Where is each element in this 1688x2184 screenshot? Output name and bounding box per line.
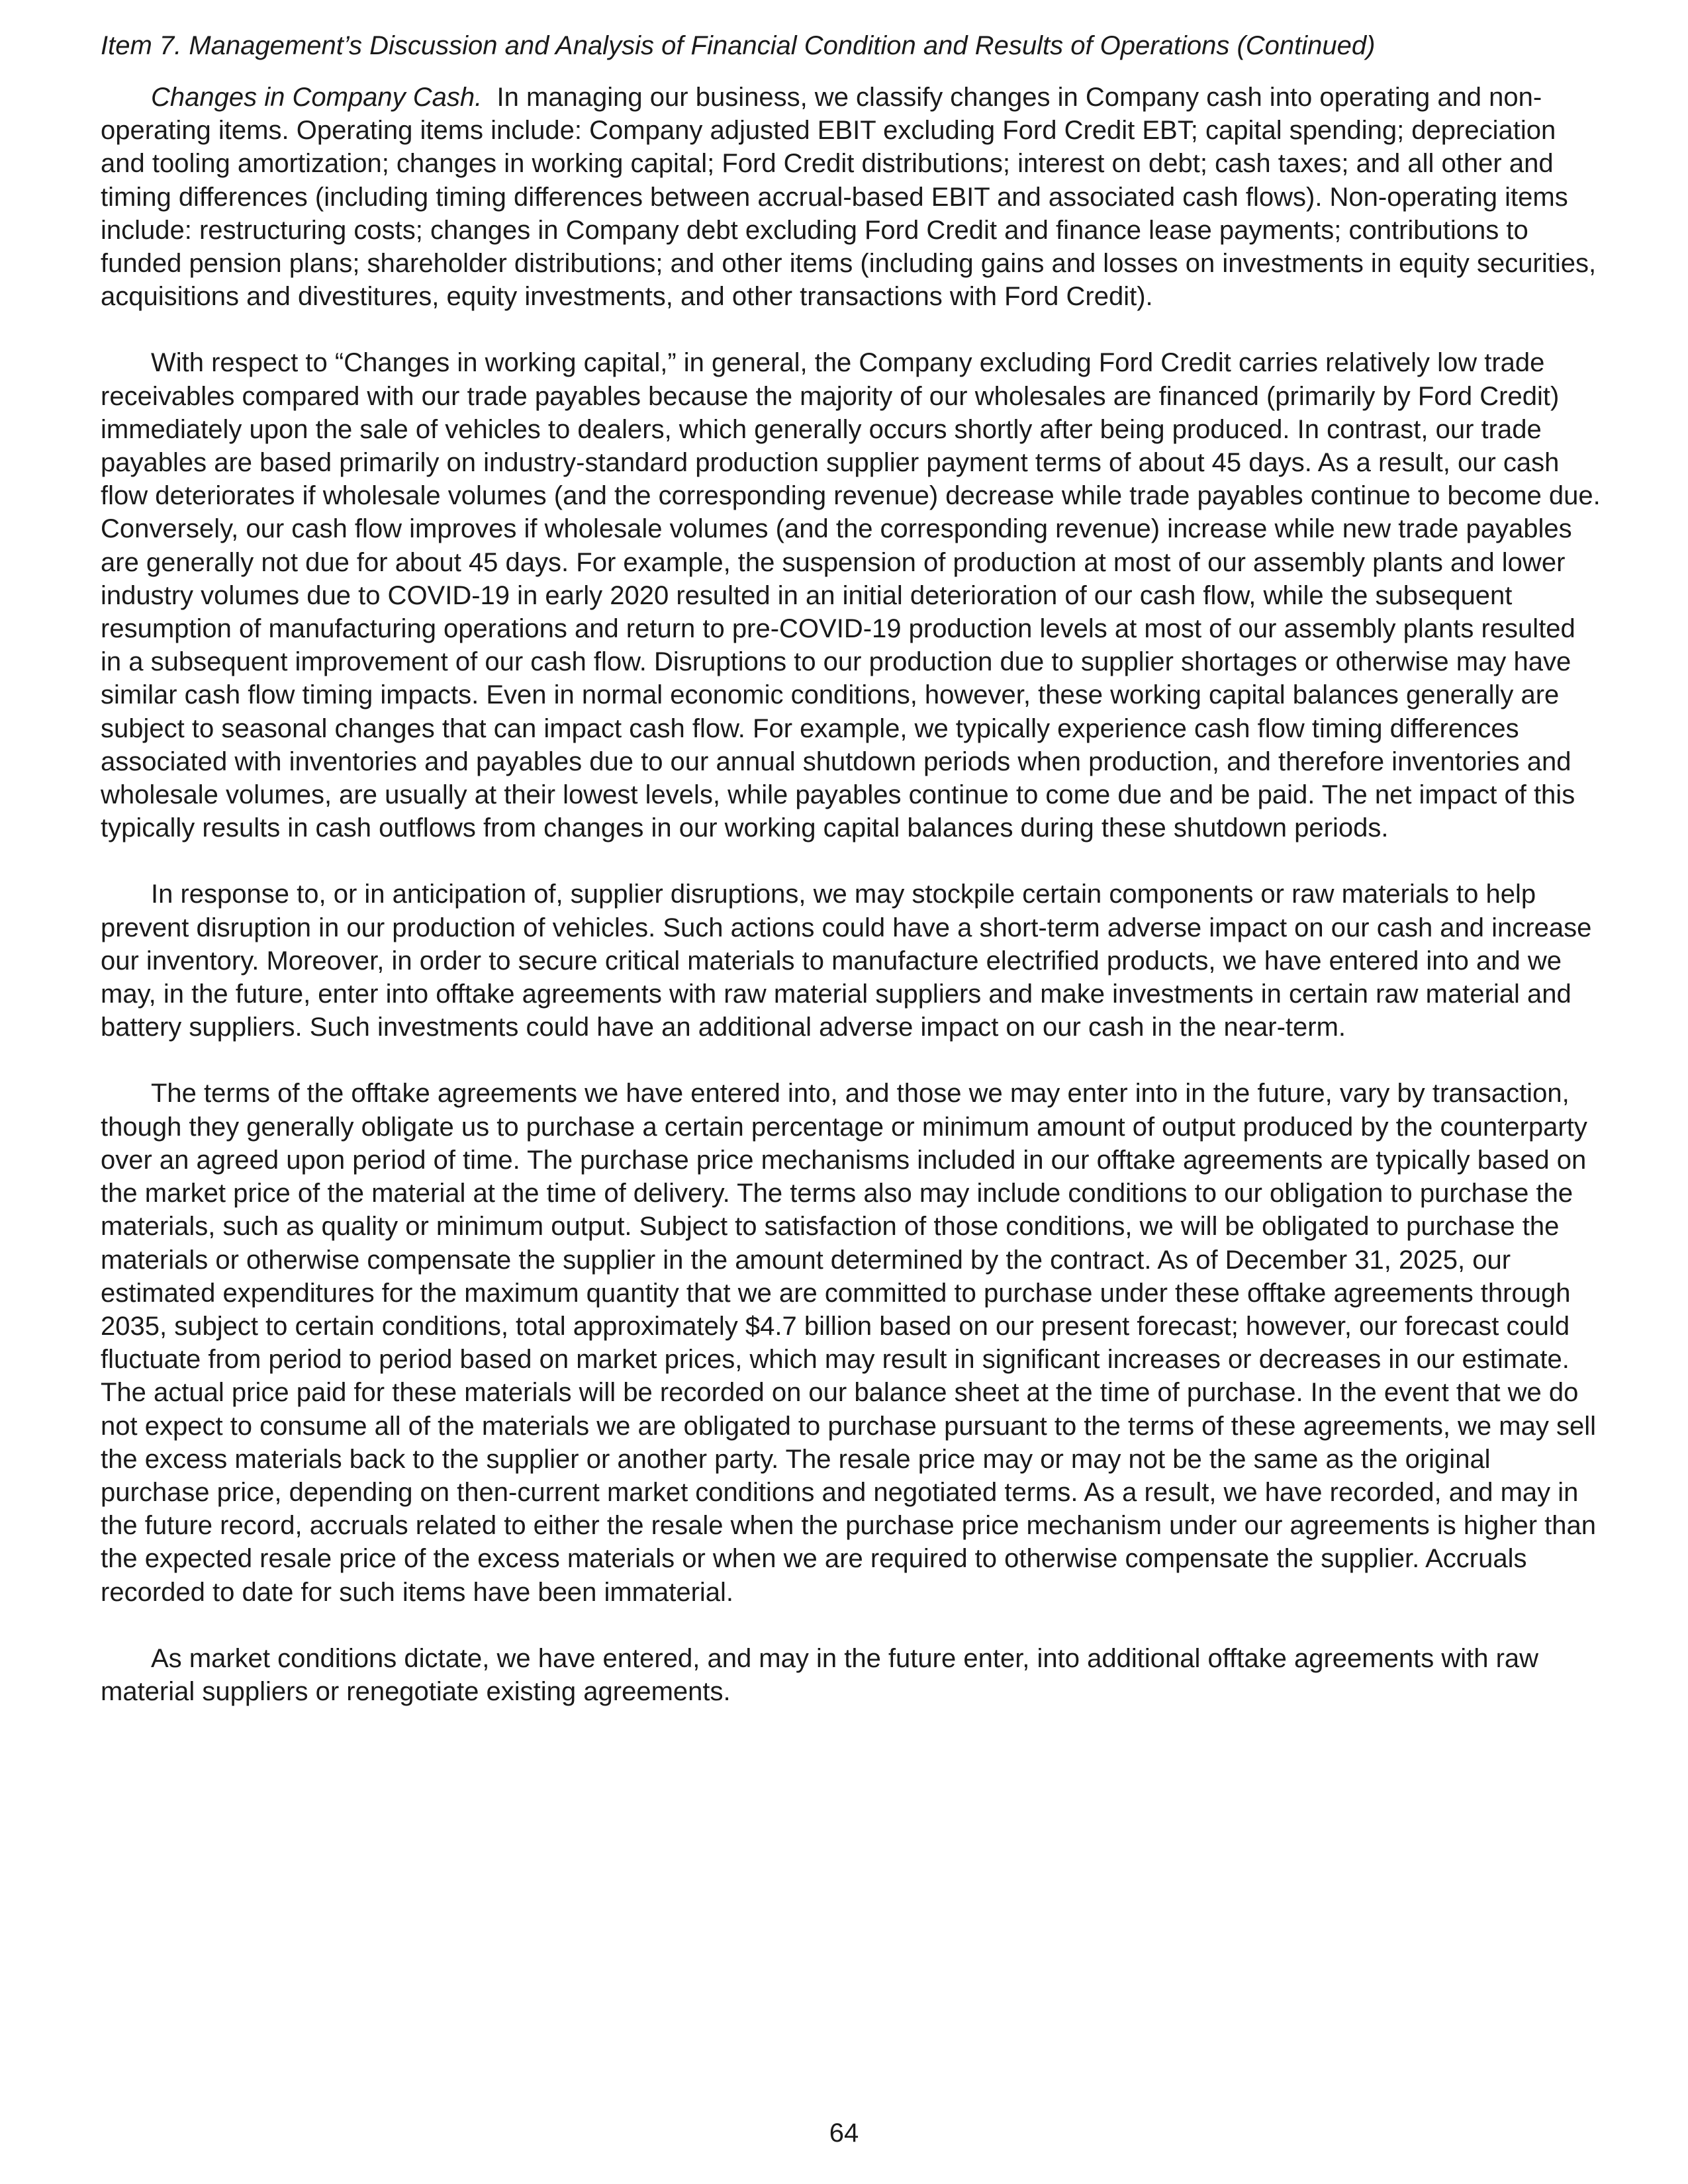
document-page bbox=[101, 29, 1603, 1741]
section-header: Item 7. Management’s Discussion and Analysis of Financial Condition and Results of Operations (Continued) bbox=[101, 31, 1376, 60]
paragraph-working-capital: With respect to “Changes in working capital,” in general, the Company excluding Ford Credit carries relatively low trade receivables compared with our trade payables because the majority of our wholesales are financed (primarily by Ford Credit) immediately upon the sale of vehicles to dealers, which generally occurs shortly after being produced. In contrast, our trade payables are based primarily on industry-standard production supplier payment terms of about 45 days. As a result, our cash flow deteriorates if wholesale volumes (and the corresponding revenue) decrease while trade payables continue to become due. Conversely, our cash flow improves if wholesale volumes (and the corresponding revenue) increase while new trade payables are generally not due for about 45 days. For example, the suspension of production at most of our assembly plants and lower industry volumes due to COVID-19 in early 2020 resulted in an initial deterioration of our cash flow, while the subsequent resumption of manufacturing operations and return to pre-COVID-19 production levels at most of our assembly plants resulted in a subsequent improvement of our cash flow. Disruptions to our production due to supplier shortages or otherwise may have similar cash flow timing impacts. Even in normal economic conditions, however, these working capital balances generally are subject to seasonal changes that can impact cash flow. For example, we typically experience cash flow timing differences associated with inventories and payables due to our annual shutdown periods when production, and therefore inventories and wholesale volumes, are usually at their lowest levels, while payables continue to come due and be paid. The net impact of this typically results in cash outflows from changes in our working capital balances during these shutdown periods. bbox=[101, 348, 1601, 843]
paragraph-supplier-disruptions: In response to, or in anticipation of, supplier disruptions, we may stockpile certain components or raw materials to help prevent disruption in our production of vehicles. Such actions could have a short-term adverse impact on our cash and increase our inventory. Moreover, in order to secure critical materials to manufacture electrified products, we have entered into and we may, in the future, enter into offtake agreements with raw material suppliers and make investments in certain raw material and battery suppliers. Such investments could have an additional adverse impact on our cash in the near-term. bbox=[101, 880, 1592, 1042]
page-number: 64 bbox=[829, 2118, 859, 2148]
paragraph-lead-heading: Changes in Company Cash. bbox=[151, 83, 483, 112]
paragraph-offtake-terms: The terms of the offtake agreements we have entered into, and those we may enter into in the future, vary by transaction, though they generally obligate us to purchase a certain percentage or minimum amount of output produced by the counterparty over an agreed upon period of time. The purchase price mechanisms included in our offtake agreements are typically based on the market price of the material at the time of delivery. The terms also may include conditions to our obligation to purchase the materials, such as quality or minimum output. Subject to satisfaction of those conditions, we will be obligated to purchase the materials or otherwise compensate the supplier in the amount determined by the contract. As of December 31, 2025, our estimated expenditures for the maximum quantity that we are committed to purchase under these offtake agreements through 2035, subject to certain conditions, total approximately $4.7 billion based on our present forecast; however, our forecast could fluctuate from period to period based on market prices, which may result in significant increases or decreases in our estimate. The actual price paid for these materials will be recorded on our balance sheet at the time of purchase. In the event that we do not expect to consume all of the materials we are obligated to purchase pursuant to the terms of these agreements, we may sell the excess materials back to the supplier or another party. The resale price may or may not be the same as the original purchase price, depending on then-current market conditions and negotiated terms. As a result, we have recorded, and may in the future record, accruals related to either the resale when the purchase price mechanism under our agreements is higher than the expected resale price of the excess materials or when we are required to otherwise compensate the supplier. Accruals recorded to date for such items have been immaterial. bbox=[101, 1079, 1597, 1607]
paragraph-additional-offtake: As market conditions dictate, we have entered, and may in the future enter, into additional offtake agreements with raw material suppliers or renegotiate existing agreements. bbox=[101, 1643, 1539, 1706]
paragraph-body: In managing our business, we classify changes in Company cash into operating and non-operating items. Operating items include: Company adjusted EBIT excluding Ford Credit EBT; capital spending; depreciation and tooling amortization; changes in working capital; Ford Credit distributions; interest on debt; cash taxes; and all other and timing differences (including timing differences between accrual-based EBIT and associated cash flows). Non-operating items include: restructuring costs; changes in Company debt excluding Ford Credit and finance lease payments; contributions to funded pension plans; shareholder distributions; and other items (including gains and losses on investments in equity securities, acquisitions and divestitures, equity investments, and other transactions with Ford Credit). bbox=[101, 83, 1597, 312]
paragraph-changes-in-company-cash bbox=[101, 81, 1603, 313]
